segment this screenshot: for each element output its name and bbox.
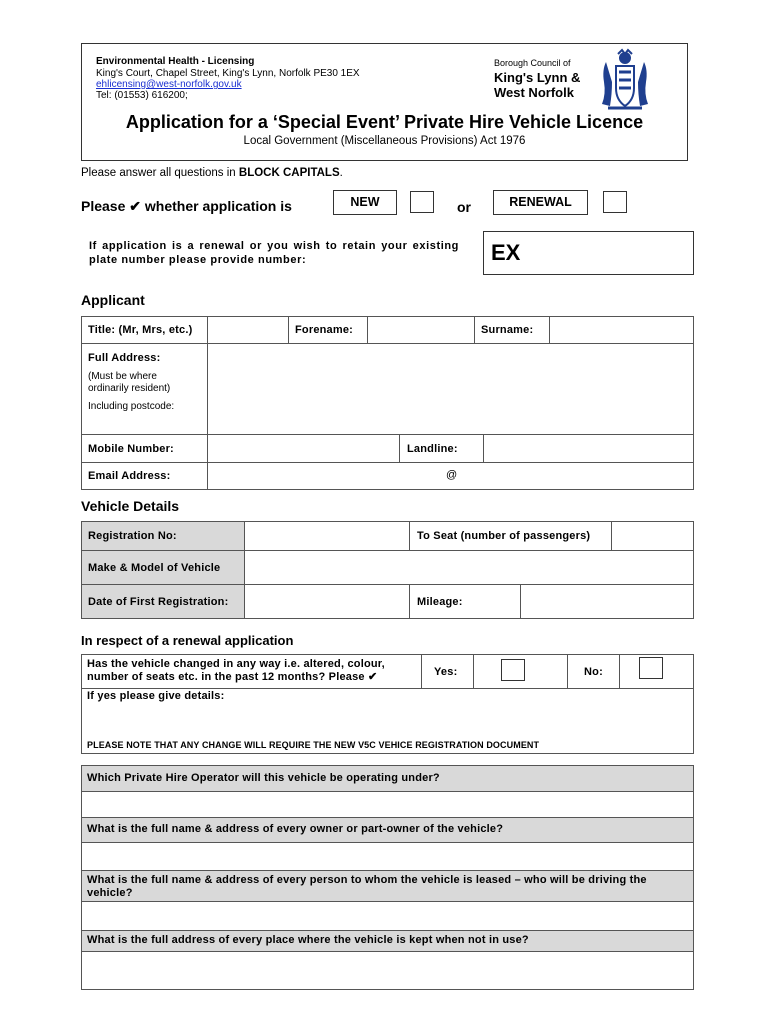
department-email-link[interactable]: ehlicensing@west-norfolk.gov.uk [96,79,242,90]
email-label: Email Address: [88,470,171,482]
address-note-resident: (Must be where ordinarily resident) [88,371,171,394]
plate-number-box [483,231,694,275]
landline-input[interactable] [484,435,693,462]
mileage-label: Mileage: [417,596,463,608]
lessee-answer-input[interactable] [82,902,693,930]
form-subtitle: Local Government (Miscellaneous Provisions) Act 1976 [243,135,526,147]
mileage-input[interactable] [521,585,693,618]
yes-checkbox[interactable] [501,659,525,681]
forename-label: Forename: [295,324,354,336]
question-label: Which Private Hire Operator will this vehicle be operating under? [87,772,440,784]
department-phone: Tel: (01553) 616200; [96,90,188,101]
logo-small-text: Borough Council of [494,58,571,68]
mobile-input[interactable] [208,435,399,462]
first-registration-label: Date of First Registration: [88,596,229,608]
forename-input[interactable] [368,317,474,343]
logo-line-1: King's Lynn & [494,70,581,85]
header-box [81,43,688,161]
no-label: No: [584,666,603,678]
email-at-symbol: @ [446,469,458,481]
renewal-label: RENEWAL [509,195,572,209]
new-label-box [333,190,397,215]
landline-label: Landline: [407,443,458,455]
block-capitals-instruction [81,167,343,179]
title-label: Title: (Mr, Mrs, etc.) [88,324,193,336]
registration-label: Registration No: [88,530,177,542]
address-label: Full Address: [88,352,161,364]
renewal-label-box [493,190,588,215]
council-crest-icon [596,48,654,112]
make-model-input[interactable] [245,551,693,584]
form-title: Application for a ‘Special Event’ Private Hire Vehicle Licence [125,112,644,132]
application-type-prompt: Please ✔ whether application is [81,198,292,214]
seats-label: To Seat (number of passengers) [417,530,591,542]
council-logo-text [494,58,594,100]
storage-answer-input[interactable] [82,952,693,989]
plate-number-question: If application is a renewal or you wish to retain your existing plate number please provide number: [89,240,459,266]
first-registration-input[interactable] [245,585,409,618]
new-checkbox[interactable] [410,191,434,213]
logo-line-2: West Norfolk [494,85,574,100]
question-label: What is the full name & address of every owner or part-owner of the vehicle? [87,823,504,835]
question-label: What is the full address of every place where the vehicle is kept when not in use? [87,934,529,946]
registration-input[interactable] [245,522,409,550]
seats-input[interactable] [612,522,693,550]
details-label: If yes please give details: [87,690,225,702]
vehicle-details-heading: Vehicle Details [81,498,180,514]
new-label: NEW [350,195,380,209]
plate-number-input[interactable] [528,240,688,266]
surname-label: Surname: [481,324,534,336]
changed-question: Has the vehicle changed in any way i.e. altered, colour, number of seats etc. in the past 12 months? Please ✔ [87,658,385,683]
no-checkbox[interactable] [639,657,663,679]
or-label: or [457,199,471,215]
mobile-label: Mobile Number: [88,443,174,455]
renewal-heading: In respect of a renewal application [81,633,294,648]
applicant-heading: Applicant [81,292,145,308]
details-input[interactable] [84,703,690,735]
operator-answer-input[interactable] [82,792,693,817]
surname-input[interactable] [550,317,693,343]
owner-answer-input[interactable] [82,843,693,870]
address-input[interactable] [208,344,693,434]
instruction-suffix: . [339,167,343,179]
yes-label: Yes: [434,666,458,678]
department-name: Environmental Health - Licensing [96,56,255,67]
v5c-note: PLEASE NOTE THAT ANY CHANGE WILL REQUIRE THE NEW V5C VEHICE REGISTRATION DOCUMENT [87,740,540,750]
instruction-bold: BLOCK CAPITALS [238,167,340,179]
address-note-postcode: Including postcode: [88,401,175,412]
title-input[interactable] [208,317,288,343]
plate-prefix: EX [491,240,521,265]
instruction-prefix: Please answer all questions in [81,167,239,179]
department-address: King's Court, Chapel Street, King's Lynn, Norfolk PE30 1EX [96,68,360,79]
question-label: What is the full name & address of every person to whom the vehicle is leased – who will be driving the vehicle? [87,874,647,899]
renewal-checkbox[interactable] [603,191,627,213]
make-model-label: Make & Model of Vehicle [88,562,221,574]
